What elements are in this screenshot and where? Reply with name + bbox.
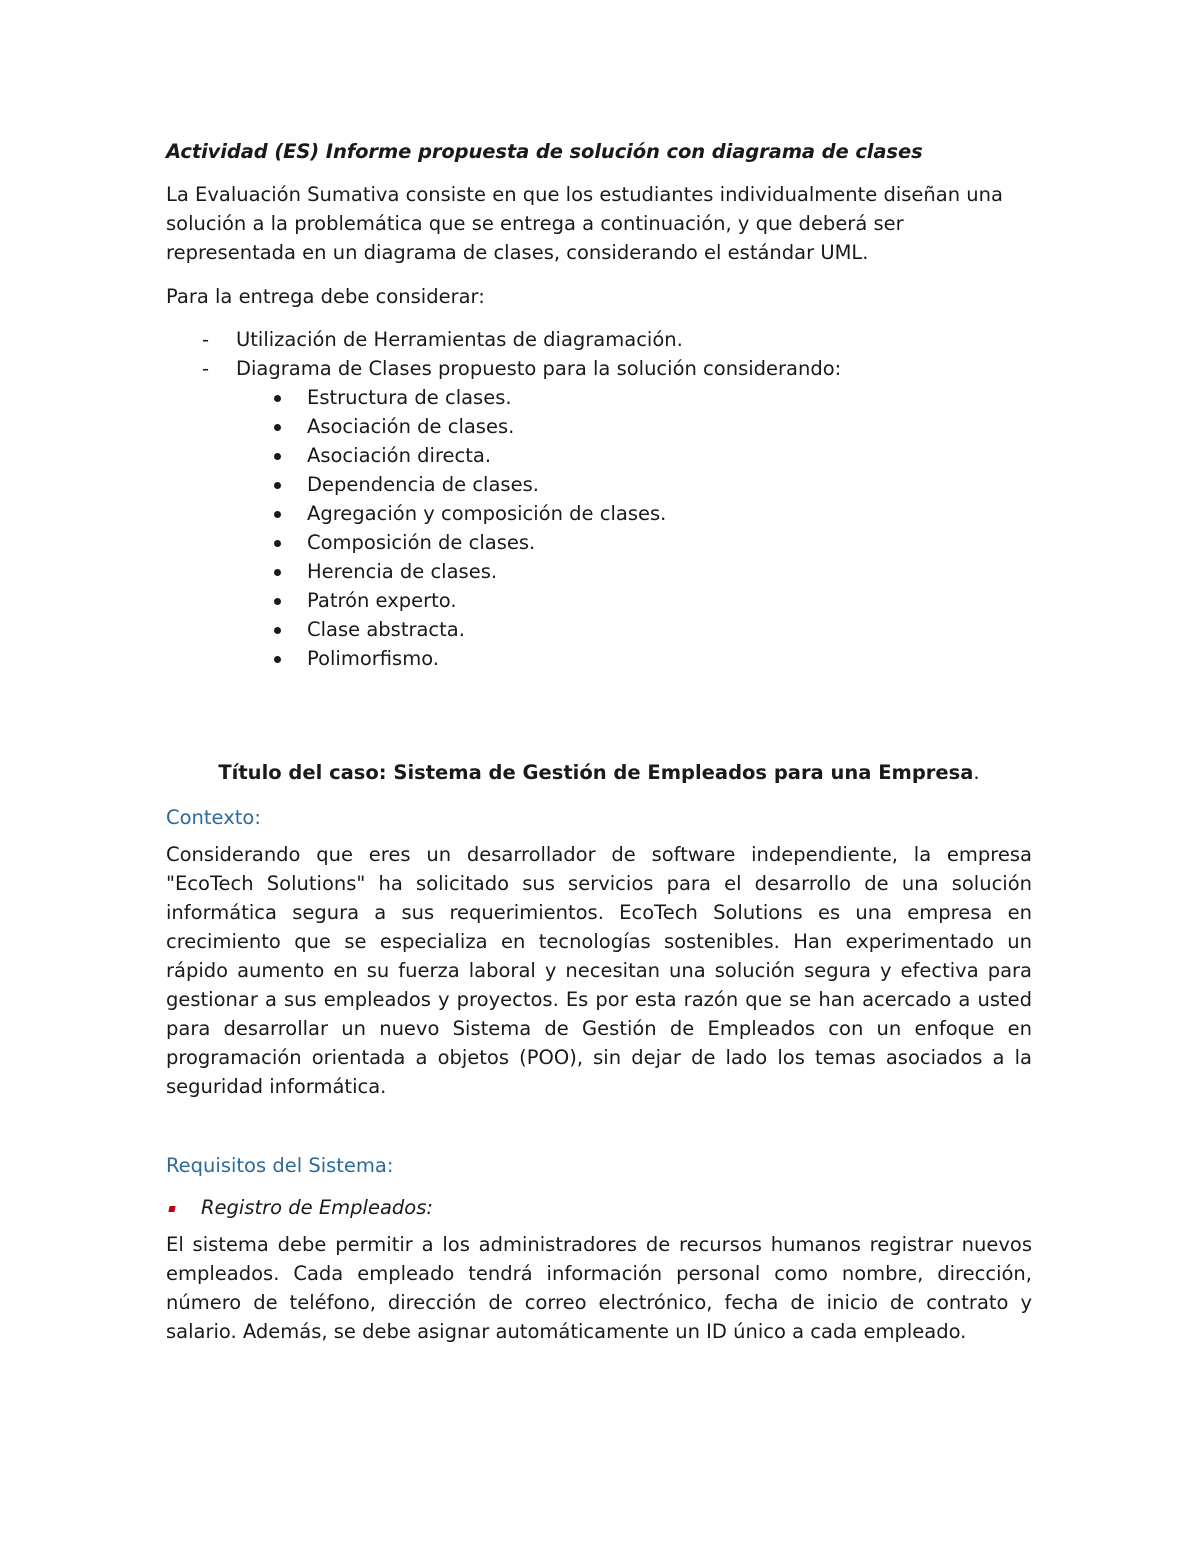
- dash-marker: -: [202, 328, 210, 351]
- list-item: [166, 383, 1032, 412]
- bullet-icon: [274, 656, 281, 663]
- bullet-icon: [274, 424, 281, 431]
- requirement-item-title: [166, 1194, 1032, 1222]
- list-item-label: Asociación de clases.: [307, 415, 515, 438]
- intro-paragraph: La Evaluación Sumativa consiste en que los estudiantes individualmente diseñan una solución a la problemática que se entrega a continuación, y que deberá ser representada en un diagrama de clases, considerando el estándar UML.: [166, 183, 1003, 264]
- dash-marker: -: [202, 357, 210, 380]
- class-diagram-topics-list: [166, 383, 1032, 673]
- list-item: [166, 354, 1032, 383]
- list-item: [166, 499, 1032, 528]
- bullet-icon: [274, 569, 281, 576]
- document-page: [166, 138, 1032, 1346]
- list-item-label: Polimorfismo.: [307, 647, 439, 670]
- list-item-label: Utilización de Herramientas de diagramación.: [236, 328, 683, 351]
- list-item: [166, 557, 1032, 586]
- list-item: [166, 441, 1032, 470]
- bullet-icon: [274, 395, 281, 402]
- list-item-label: Composición de clases.: [307, 531, 536, 554]
- list-item-label: Dependencia de clases.: [307, 473, 539, 496]
- list-item: [166, 644, 1032, 673]
- requirements-heading: Requisitos del Sistema:: [166, 1154, 394, 1177]
- list-item-label: Patrón experto.: [307, 589, 457, 612]
- list-item-label: Agregación y composición de clases.: [307, 502, 667, 525]
- red-bullet-icon: [168, 1206, 175, 1212]
- delivery-list: [166, 325, 1032, 383]
- bullet-icon: [274, 511, 281, 518]
- bullet-icon: [274, 453, 281, 460]
- case-title-period: .: [973, 761, 980, 784]
- delivery-label: Para la entrega debe considerar:: [166, 285, 485, 308]
- list-item-label: Herencia de clases.: [307, 560, 498, 583]
- case-title: [166, 759, 1032, 787]
- list-item-label: Diagrama de Clases propuesto para la solución considerando:: [236, 357, 842, 380]
- list-item: [166, 586, 1032, 615]
- requirement-item-label: Registro de Empleados:: [201, 1196, 433, 1219]
- list-item: [166, 470, 1032, 499]
- list-item: [166, 325, 1032, 354]
- case-title-text: Título del caso: Sistema de Gestión de Empleados para una Empresa: [218, 761, 974, 784]
- bullet-icon: [274, 627, 281, 634]
- list-item: [166, 528, 1032, 557]
- list-item: [166, 615, 1032, 644]
- list-item-label: Asociación directa.: [307, 444, 492, 467]
- list-item-label: Clase abstracta.: [307, 618, 465, 641]
- bullet-icon: [274, 598, 281, 605]
- bullet-icon: [274, 540, 281, 547]
- bullet-icon: [274, 482, 281, 489]
- context-paragraph: Considerando que eres un desarrollador de software independiente, la empresa "EcoTech Solutions" ha solicitado sus servicios para el desarrollo de una solución informática segura a sus requerimientos. EcoTech Solutions es una empresa en crecimiento que se especializa en tecnologías sostenibles. Han experimentado un rápido aumento en su fuerza laboral y necesitan una solución segura y efectiva para gestionar a sus empleados y proyectos. Es por esta razón que se han acercado a usted para desarrollar un nuevo Sistema de Gestión de Empleados con un enfoque en programación orientada a objetos (POO), sin dejar de lado los temas asociados a la seguridad informática.: [166, 843, 1032, 1098]
- context-heading: Contexto:: [166, 806, 261, 829]
- list-item: [166, 412, 1032, 441]
- document-title: Actividad (ES) Informe propuesta de solución con diagrama de clases: [166, 140, 923, 163]
- requirement-item-description: El sistema debe permitir a los administradores de recursos humanos registrar nuevos empleados. Cada empleado tendrá información personal como nombre, dirección, número de teléfono, dirección de correo electrónico, fecha de inicio de contrato y salario. Además, se debe asignar automáticamente un ID único a cada empleado.: [166, 1233, 1032, 1343]
- list-item-label: Estructura de clases.: [307, 386, 512, 409]
